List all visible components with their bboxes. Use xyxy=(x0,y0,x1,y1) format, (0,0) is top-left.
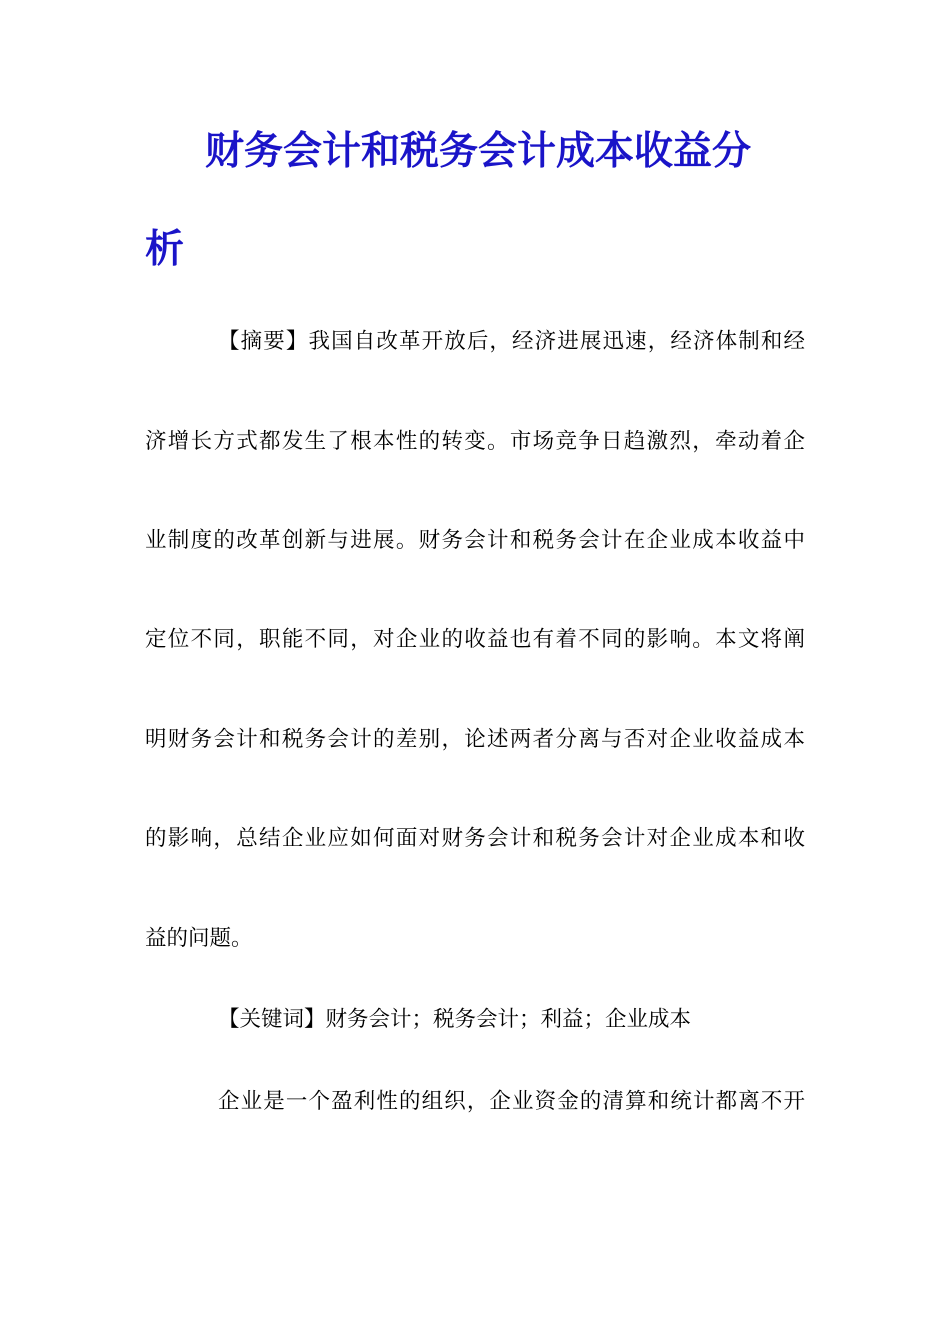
document-title-line-1: 财务会计和税务会计成本收益分 xyxy=(205,129,752,174)
document-title-line-2: 析 xyxy=(145,227,185,272)
body-paragraph-line: 企业是一个盈利性的组织，企业资金的清算和统计都离不开 xyxy=(218,1089,805,1114)
abstract-line: 定位不同，职能不同，对企业的收益也有着不同的影响。本文将阐 xyxy=(145,627,805,652)
abstract-line: 【摘要】我国自改革开放后，经济进展迅速，经济体制和经 xyxy=(218,329,805,354)
abstract-line: 益的问题。 xyxy=(145,926,253,951)
abstract-line: 明财务会计和税务会计的差别，论述两者分离与否对企业收益成本 xyxy=(145,727,805,752)
keywords-line: 【关键词】财务会计；税务会计；利益；企业成本 xyxy=(218,1007,692,1032)
abstract-line: 济增长方式都发生了根本性的转变。市场竞争日趋激烈，牵动着企 xyxy=(145,429,805,454)
abstract-line: 的影响，总结企业应如何面对财务会计和税务会计对企业成本和收 xyxy=(145,826,805,851)
abstract-line: 业制度的改革创新与进展。财务会计和税务会计在企业成本收益中 xyxy=(145,528,805,553)
